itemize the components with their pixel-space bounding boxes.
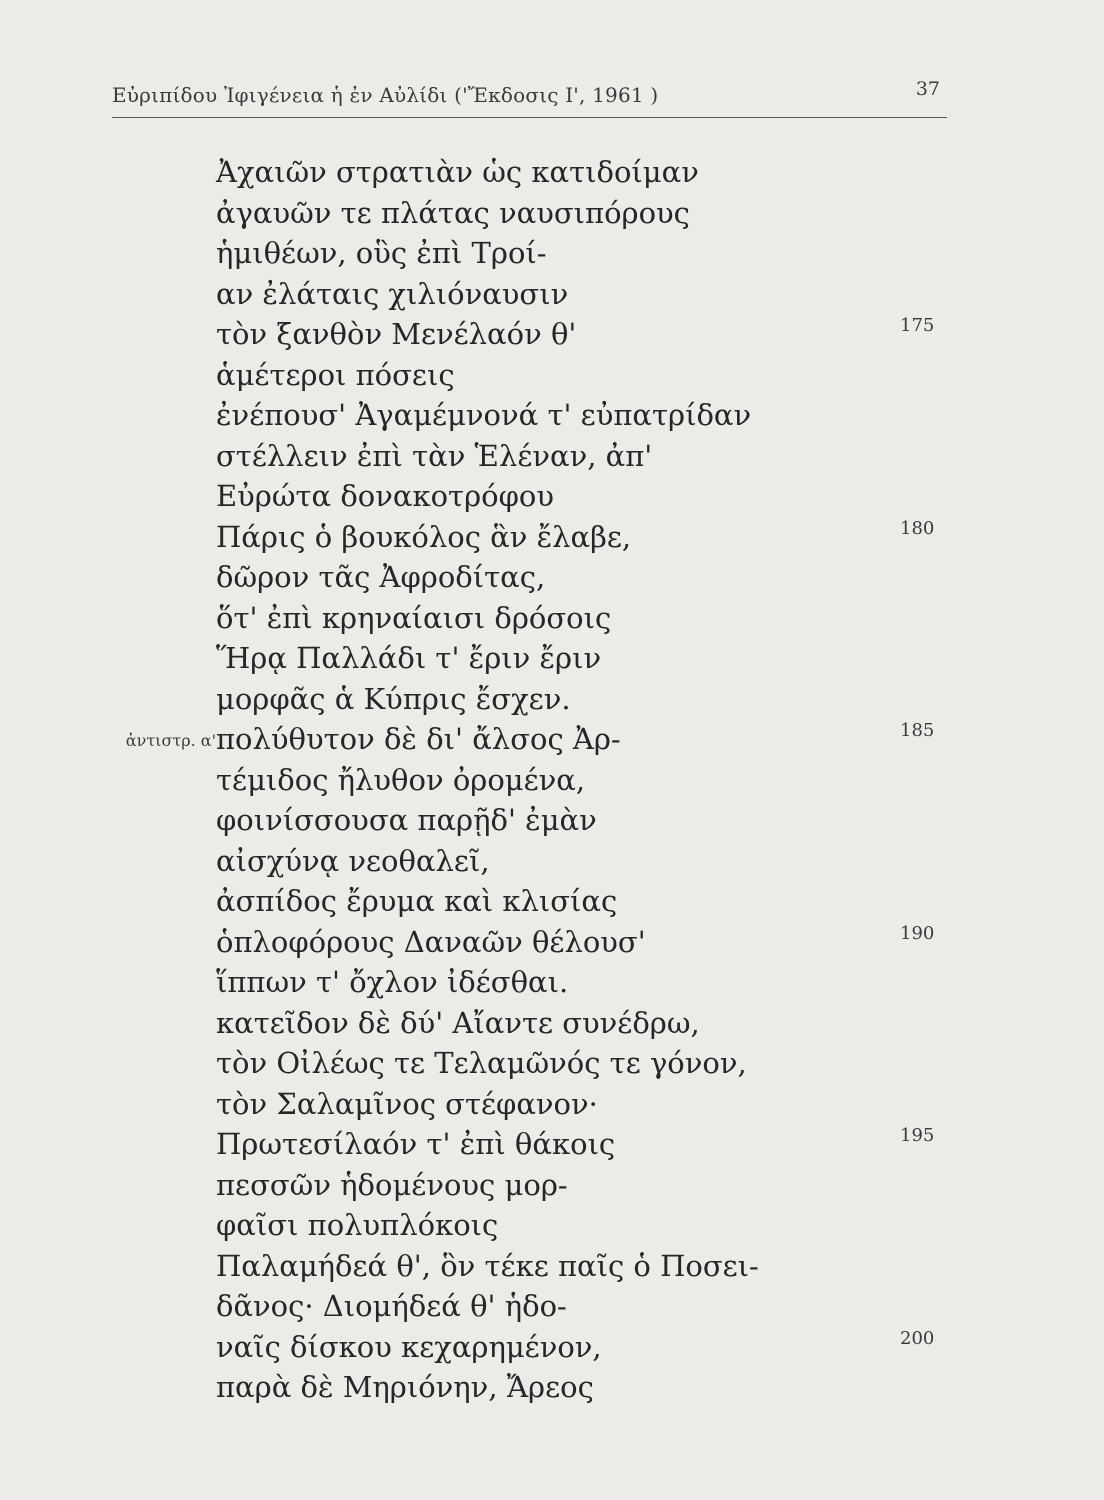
verse-line <box>216 677 571 721</box>
line-number: 185 <box>900 720 935 741</box>
verse-line <box>216 555 545 599</box>
verse-line <box>125 717 621 761</box>
verse-line <box>216 1203 498 1247</box>
verse-text: ἵππων τ' ὄχλον ἰδέσθαι. <box>216 965 569 999</box>
verse-text: Εὐρώτα δονακοτρόφου <box>216 479 555 513</box>
verse-text: Παλαμήδεά θ', ὃν τέκε παῖς ὁ Ποσει- <box>216 1249 759 1283</box>
verse-line <box>216 839 490 883</box>
verse-line <box>216 636 601 680</box>
line-number: 200 <box>900 1328 935 1349</box>
verse-line <box>216 231 547 275</box>
verse-text: Πάρις ὁ βουκόλος ἃν ἔλαβε, <box>216 520 632 554</box>
verse-text: πολύθυτον δὲ δι' ἄλσος Ἀρ- <box>216 722 621 756</box>
line-number: 180 <box>900 518 935 539</box>
verse-text: ἀγαυῶν τε πλάτας ναυσιπόρους <box>216 196 690 230</box>
verse-text: ἡμιθέων, οὓς ἐπὶ Τροί- <box>216 236 547 270</box>
verse-text: αἰσχύνᾳ νεοθαλεῖ, <box>216 844 490 878</box>
verse-line <box>216 515 631 559</box>
verse-text: φαῖσι πολυπλόκοις <box>216 1208 499 1242</box>
line-number: 190 <box>900 923 935 944</box>
verse-line <box>216 1365 594 1409</box>
verse-line <box>216 474 554 518</box>
verse-line <box>216 758 585 802</box>
page-number: 37 <box>915 78 940 100</box>
verse-line <box>216 150 699 194</box>
verse-text: ὁπλοφόρους Δαναῶν θέλουσ' <box>216 925 646 959</box>
strophe-marker: ἀντιστρ. α' <box>125 731 216 750</box>
verse-text: ναῖς δίσκου κεχαρημένον, <box>216 1330 602 1364</box>
verse-text: Ἀχαιῶν στρατιὰν ὡς κατιδοίμαν <box>216 155 699 189</box>
verse-text: στέλλειν ἐπὶ τὰν Ἑλέναν, ἀπ' <box>216 439 653 473</box>
verse-line <box>216 1244 759 1288</box>
verse-text: δῶρον τᾶς Ἀφροδίτας, <box>216 560 546 594</box>
verse-line <box>216 1001 700 1045</box>
verse-line <box>216 879 617 923</box>
line-number: 195 <box>900 1125 935 1146</box>
verse-line <box>216 353 455 397</box>
verse-line <box>216 1163 568 1207</box>
verse-text: δᾶνος· Διομήδεά θ' ἡδο- <box>216 1289 567 1323</box>
verse-text: τέμιδος ἤλυθον ὀρομένα, <box>216 763 586 797</box>
verse-line <box>216 1082 598 1126</box>
verse-text: ἐνέπουσ' Ἀγαμέμνονά τ' εὐπατρίδαν <box>216 398 752 432</box>
verse-line <box>216 312 576 356</box>
verse-line <box>216 1041 747 1085</box>
running-title: Εὐριπίδου Ἰφιγένεια ἡ ἐν Αὐλίδι ('Ἔκδοσις Ι', 1961 ) <box>112 83 659 107</box>
verse-line <box>216 393 751 437</box>
line-number: 175 <box>900 315 935 336</box>
verse-text: Ἥρᾳ Παλλάδι τ' ἔριν ἔριν <box>216 641 602 675</box>
verse-text: κατεῖδον δὲ δύ' Αἴαντε συνέδρω, <box>216 1006 700 1040</box>
verse-line <box>216 1122 615 1166</box>
verse-line <box>216 1325 602 1369</box>
verse-line <box>216 434 652 478</box>
verse-line <box>216 960 568 1004</box>
verse-text: ἁμέτεροι πόσεις <box>216 358 455 392</box>
verse-line <box>216 1284 567 1328</box>
verse-text: παρὰ δὲ Μηριόνην, Ἄρεος <box>216 1370 594 1404</box>
verse-text: αν ἐλάταις χιλιόναυσιν <box>216 277 569 311</box>
verse-text: πεσσῶν ἡδομένους μορ- <box>216 1168 568 1202</box>
verse-text: ὅτ' ἐπὶ κρηναίαισι δρόσοις <box>216 601 612 635</box>
verse-text: τὸν Σαλαμῖνος στέφανον· <box>216 1087 598 1121</box>
verse-line <box>216 191 690 235</box>
verse-text: Πρωτεσίλαόν τ' ἐπὶ θάκοις <box>216 1127 616 1161</box>
verse-text: ἀσπίδος ἔρυμα καὶ κλισίας <box>216 884 618 918</box>
verse-text: τὸν ξανθὸν Μενέλαόν θ' <box>216 317 577 351</box>
verse-text: μορφᾶς ἁ Κύπρις ἔσχεν. <box>216 682 571 716</box>
verse-line <box>216 596 611 640</box>
verse-text: τὸν Οἰλέως τε Τελαμῶνός τε γόνον, <box>216 1046 747 1080</box>
verse-line <box>216 272 568 316</box>
verse-line <box>216 798 597 842</box>
verse-line <box>216 920 646 964</box>
verse-text: φοινίσσουσα παρῇδ' ἐμὰν <box>216 803 597 837</box>
